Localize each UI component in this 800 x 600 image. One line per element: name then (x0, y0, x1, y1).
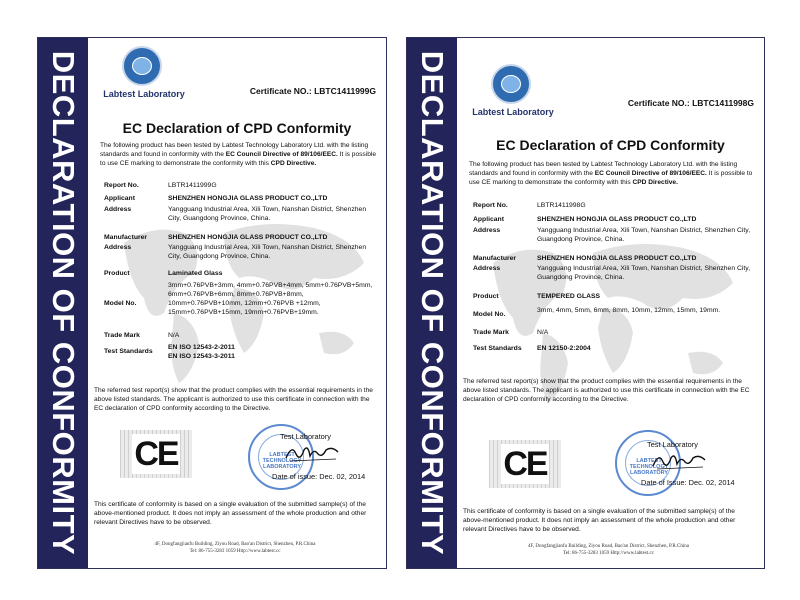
field-test-standards: Test Standards EN 12150-2:2004 (473, 345, 591, 352)
signature (282, 442, 342, 464)
field-product: Product TEMPERED GLASS (473, 293, 601, 300)
field-list (104, 181, 376, 363)
issue-date: Date of Issue: Dec. 02, 2014 (641, 478, 735, 487)
field-manufacturer: Manufacturer SHENZHEN HONGJIA GLASS PRODUCT CO.,LTD (473, 255, 697, 262)
certificate-title: EC Declaration of CPD Conformity (122, 120, 352, 136)
field-product: Product Laminated Glass (104, 270, 223, 277)
signature (649, 450, 709, 472)
band-title: DECLARATION OF CONFORMITY (415, 50, 450, 556)
field-report-no: Report No. LBTR1411998G (473, 202, 586, 209)
field-list (473, 201, 754, 360)
field-report-no: Report No. LBTR1411999G (104, 182, 217, 189)
vertical-band (407, 38, 457, 568)
certificate-body (463, 38, 758, 568)
certificate-title: EC Declaration of CPD Conformity (496, 137, 725, 153)
ce-mark-box (120, 430, 192, 478)
closing-paragraph: The referred test report(s) show that the product complies with the essential requirements in the above listed standards. The applicant is authorized to use this certificate in connection with the EC declaration of CPD conformity according to the Directive. (94, 387, 373, 412)
logo-emblem (122, 46, 162, 86)
field-address-2: Address Yangguang Industrial Area, Xili Town, Nanshan District, Shenzhen City, Guangdong Province, China. (104, 244, 367, 260)
lab-address: 4F, Dongfangjianfu Building, Ziyou Road, Bao'an District, Shenzhen, P.R.China Tel: 86-755-3283 1059 Http://www.labtest.cc (528, 544, 689, 556)
certificate-number: Certificate NO.: LBTC1411998G (627, 98, 754, 108)
signature-label: Test Laboratory (647, 440, 698, 449)
certificate-laminated-glass (37, 37, 387, 569)
field-address: Address Yangguang Industrial Area, Xili Town, Nanshan District, Shenzhen City, Guangdong Province, China. (473, 227, 751, 243)
logo-name: Labtest Laboratory (472, 107, 554, 117)
field-applicant: Applicant SHENZHEN HONGJIA GLASS PRODUCT CO.,LTD (104, 195, 328, 202)
intro-paragraph: The following product has been tested by Labtest Technology Laboratory Ltd. with the listing standards and found in conformity with the EC Council Directive of 89/106/EEC. It is possible to use CE marking to demonstrate the conformity with this CPD Directive. (469, 161, 753, 186)
field-trade-mark: Trade Mark N/A (473, 329, 549, 336)
closing-paragraph: The referred test report(s) show that the product complies with the essential requirements in the above listed standards. The applicant is authorized to use this certificate in connection with the EC declaration of CPD conformity according to the Directive. (463, 378, 750, 403)
disclaimer-paragraph: This certificate of conformity is based on a single evaluation of the submitted sample(s) of the above-mentioned product. It does not imply an assessment of the whole production and other relevant Directives have to be observed. (463, 508, 736, 533)
ce-mark: CE (503, 445, 547, 483)
certificate-number: Certificate NO.: LBTC1411999G (249, 86, 376, 96)
labtest-logo (465, 64, 557, 124)
disclaimer-paragraph: This certificate of conformity is based on a single evaluation of the submitted sample(s) of the above-mentioned product. It does not imply an assessment of the whole production and other relevant Directives have to be observed. (94, 501, 367, 526)
vertical-band (38, 38, 88, 568)
field-model-no: Model No. 3mm+0.76PVB+3mm, 4mm+0.76PVB+4mm, 5mm+0.76PVB+5mm, 6mm+0.76PVB+6mm, 8mm+0.76PVB+8mm, 10mm+0.76PVB+10mm, 12mm+0.76PVB +12mm, 15mm+0.76PVB+15mm, 19mm+0.76PVB+19mm. (104, 282, 373, 316)
certificate-body (94, 38, 380, 568)
field-address-2: Address Yangguang Industrial Area, Xili Town, Nanshan District, Shenzhen City, Guangdong Province, China. (473, 265, 751, 281)
certificate-tempered-glass (406, 37, 765, 569)
intro-paragraph: The following product has been tested by Labtest Technology Laboratory Ltd. with the listing standards and found in conformity with the EC Council Directive of 89/106/EEC. It is possible to use CE marking to demonstrate the conformity with this CPD Directive. (100, 142, 376, 167)
logo-emblem (491, 64, 531, 104)
field-test-standards: Test Standards EN ISO 12543-2-2011 EN ISO 12543-3-2011 (104, 344, 235, 360)
band-title: DECLARATION OF CONFORMITY (46, 50, 81, 556)
field-address: Address Yangguang Industrial Area, Xili Town, Nanshan District, Shenzhen City, Guangdong Province, China. (104, 206, 367, 222)
ce-mark-box (489, 440, 561, 488)
issue-date: Date of issue: Dec. 02, 2014 (272, 472, 366, 481)
ce-mark: CE (134, 435, 178, 473)
labtest-logo (96, 46, 188, 106)
laboratory-stamp: LABTEST TECHNOLOGY LABORATORY (615, 430, 681, 496)
field-manufacturer: Manufacturer SHENZHEN HONGJIA GLASS PRODUCT CO.,LTD (104, 234, 328, 241)
lab-address: 4F, Dongfangjianfu Building, Ziyou Road, Bao'an District, Shenzhen, P.R.China Tel: 86-755-3283 1059 Http://www.labtest.cc (154, 542, 316, 554)
field-applicant: Applicant SHENZHEN HONGJIA GLASS PRODUCT CO.,LTD (473, 216, 697, 223)
laboratory-stamp: LABTEST TECHNOLOGY LABORATORY (248, 424, 314, 490)
field-model-no: Model No. 3mm, 4mm, 5mm, 6mm, 8mm, 10mm, 12mm, 15mm, 19mm. (473, 307, 721, 318)
logo-name: Labtest Laboratory (103, 89, 185, 99)
signature-label: Test Laboratory (280, 432, 331, 441)
field-trade-mark: Trade Mark N/A (104, 332, 180, 339)
